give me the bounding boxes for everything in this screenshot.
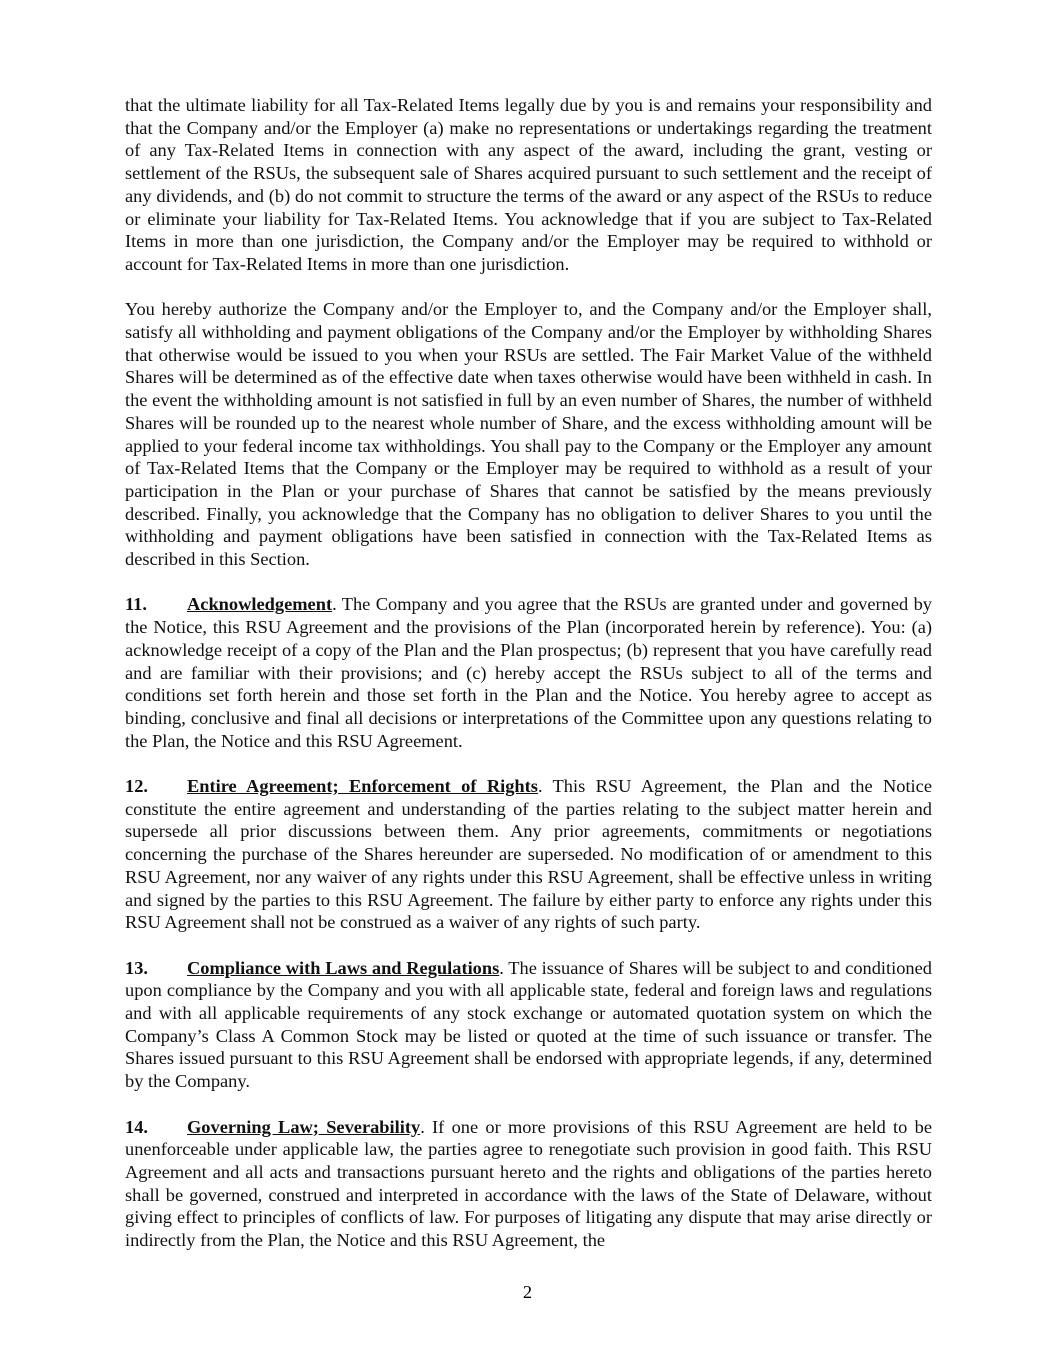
document-page: [125, 94, 932, 1274]
section-number: 11.: [125, 594, 147, 615]
section-12: [125, 775, 932, 934]
paragraph-tax-liability: that the ultimate liability for all Tax-Related Items legally due by you is and remains your responsibility and that the Company and/or the Employer (a) make no representations or undertakings regarding the treatment of any Tax-Related Items in connection with any aspect of the award, including the grant, vesting or settlement of the RSUs, the subsequent sale of Shares acquired pursuant to such settlement and the receipt of any dividends, and (b) do not commit to structure the terms of the award or any aspect of the RSUs to reduce or eliminate your liability for Tax-Related Items. You acknowledge that if you are subject to Tax-Related Items in more than one jurisdiction, the Company and/or the Employer may be required to withhold or account for Tax-Related Items in more than one jurisdiction.: [125, 95, 932, 274]
section-number: 12.: [125, 776, 148, 797]
section-heading: Acknowledgement: [187, 594, 333, 615]
section-text: . The issuance of Shares will be subject to and conditioned upon compliance by the Company and you with all applicable state, federal and foreign laws and regulations and with all applicable requirements of any stock exchange or automated quotation system on which the Company’s Class A Common Stock may be listed or quoted at the time of such issuance or transfer. The Shares issued pursuant to this RSU Agreement shall be endorsed with appropriate legends, if any, determined by the Company.: [125, 957, 932, 1092]
section-13: [125, 957, 932, 1093]
section-text: . If one or more provisions of this RSU Agreement are held to be unenforceable under applicable law, the parties agree to renegotiate such provision in good faith. This RSU Agreement and all acts and transactions pursuant hereto and the rights and obligations of the parties hereto shall be governed, construed and interpreted in accordance with the laws of the State of Delaware, without giving effect to principles of conflicts of law. For purposes of litigating any dispute that may arise directly or indirectly from the Plan, the Notice and this RSU Agreement, the: [125, 1116, 932, 1251]
section-number: 14.: [125, 1116, 148, 1137]
section-11: [125, 593, 932, 752]
section-text: . This RSU Agreement, the Plan and the Notice constitute the entire agreement and understanding of the parties relating to the subject matter herein and supersede all prior discussions between them. Any prior agreements, commitments or negotiations concerning the purchase of the Shares hereunder are superseded. No modification of or amendment to this RSU Agreement, nor any waiver of any rights under this RSU Agreement, shall be effective unless in writing and signed by the parties to this RSU Agreement. The failure by either party to enforce any rights under this RSU Agreement shall not be construed as a waiver of any rights of such party.: [125, 776, 932, 933]
section-text: . The Company and you agree that the RSUs are granted under and governed by the Notice, this RSU Agreement and the provisions of the Plan (incorporated herein by reference). You: (a) acknowledge receipt of a copy of the Plan and the Plan prospectus; (b) represent that you have carefully read and are familiar with their provisions; and (c) hereby accept the RSUs subject to all of the terms and conditions set forth herein and those set forth in the Plan and the Notice. You hereby agree to accept as binding, conclusive and final all decisions or interpretations of the Committee upon any questions relating to the Plan, the Notice and this RSU Agreement.: [125, 594, 932, 751]
section-number: 13.: [125, 957, 148, 978]
section-heading: Compliance with Laws and Regulations: [187, 957, 500, 978]
section-heading: Entire Agreement; Enforcement of Rights: [187, 776, 538, 797]
paragraph-withholding-authorization: You hereby authorize the Company and/or the Employer to, and the Company and/or the Employer shall, satisfy all withholding and payment obligations of the Company and/or the Employer by withholding Shares that otherwise would be issued to you when your RSUs are settled. The Fair Market Value of the withheld Shares will be determined as of the effective date when taxes otherwise would have been withheld in cash. In the event the withholding amount is not satisfied in full by an even number of Shares, the number of withheld Shares will be rounded up to the nearest whole number of Share, and the excess withholding amount will be applied to your federal income tax withholdings. You shall pay to the Company or the Employer any amount of Tax-Related Items that the Company or the Employer may be required to withhold as a result of your participation in the Plan or your purchase of Shares that cannot be satisfied by the means previously described. Finally, you acknowledge that the Company has no obligation to deliver Shares to you until the withholding and payment obligations have been satisfied in connection with the Tax-Related Items as described in this Section.: [125, 299, 932, 570]
page-number: 2: [522, 1282, 533, 1302]
section-heading: Governing Law; Severability: [187, 1116, 421, 1137]
section-14: [125, 1116, 932, 1252]
